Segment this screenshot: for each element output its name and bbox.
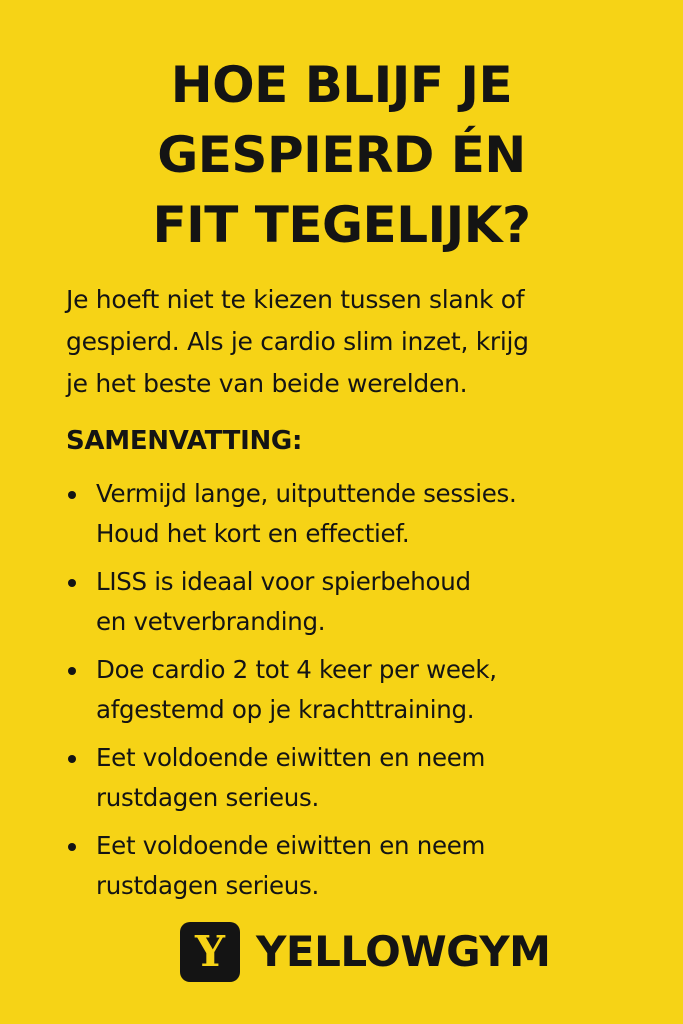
summary-item-line: Vermijd lange, uitputtende sessies. (96, 479, 517, 508)
poster-title (0, 50, 683, 260)
title-line: GESPIERD ÉN (157, 126, 526, 184)
summary-item-line: Eet voldoende eiwitten en neem (96, 831, 486, 860)
summary-item (66, 650, 646, 730)
summary-item-line: Eet voldoende eiwitten en neem (96, 743, 486, 772)
yellowgym-logo (180, 922, 550, 982)
summary-item-line: rustdagen serieus. (96, 871, 319, 900)
summary-item (66, 738, 646, 818)
yellowgym-logo-icon: Y (180, 922, 240, 982)
summary-item-line: LISS is ideaal voor spierbehoud (96, 567, 471, 596)
bullet-icon (68, 843, 76, 851)
summary-item (66, 826, 646, 906)
bullet-icon (68, 667, 76, 675)
summary-item-line: rustdagen serieus. (96, 783, 319, 812)
title-line: FIT TEGELIJK? (152, 196, 531, 254)
intro-line: gespierd. Als je cardio slim inzet, krijg (66, 327, 529, 356)
bullet-icon (68, 491, 76, 499)
summary-item (66, 474, 646, 554)
bullet-icon (68, 579, 76, 587)
brand-name: YELLOWGYM (256, 927, 551, 976)
summary-heading: SAMENVATTING: (66, 426, 303, 456)
intro-paragraph (66, 279, 646, 405)
summary-item-line: en vetverbranding. (96, 607, 326, 636)
intro-line: je het beste van beide werelden. (66, 369, 468, 398)
summary-list (66, 474, 646, 914)
title-line: HOE BLIJF JE (170, 56, 513, 114)
summary-item-line: Houd het kort en effectief. (96, 519, 410, 548)
intro-line: Je hoeft niet te kiezen tussen slank of (66, 285, 525, 314)
bullet-icon (68, 755, 76, 763)
summary-item-line: Doe cardio 2 tot 4 keer per week, (96, 655, 497, 684)
summary-item (66, 562, 646, 642)
summary-item-line: afgestemd op je krachttraining. (96, 695, 475, 724)
